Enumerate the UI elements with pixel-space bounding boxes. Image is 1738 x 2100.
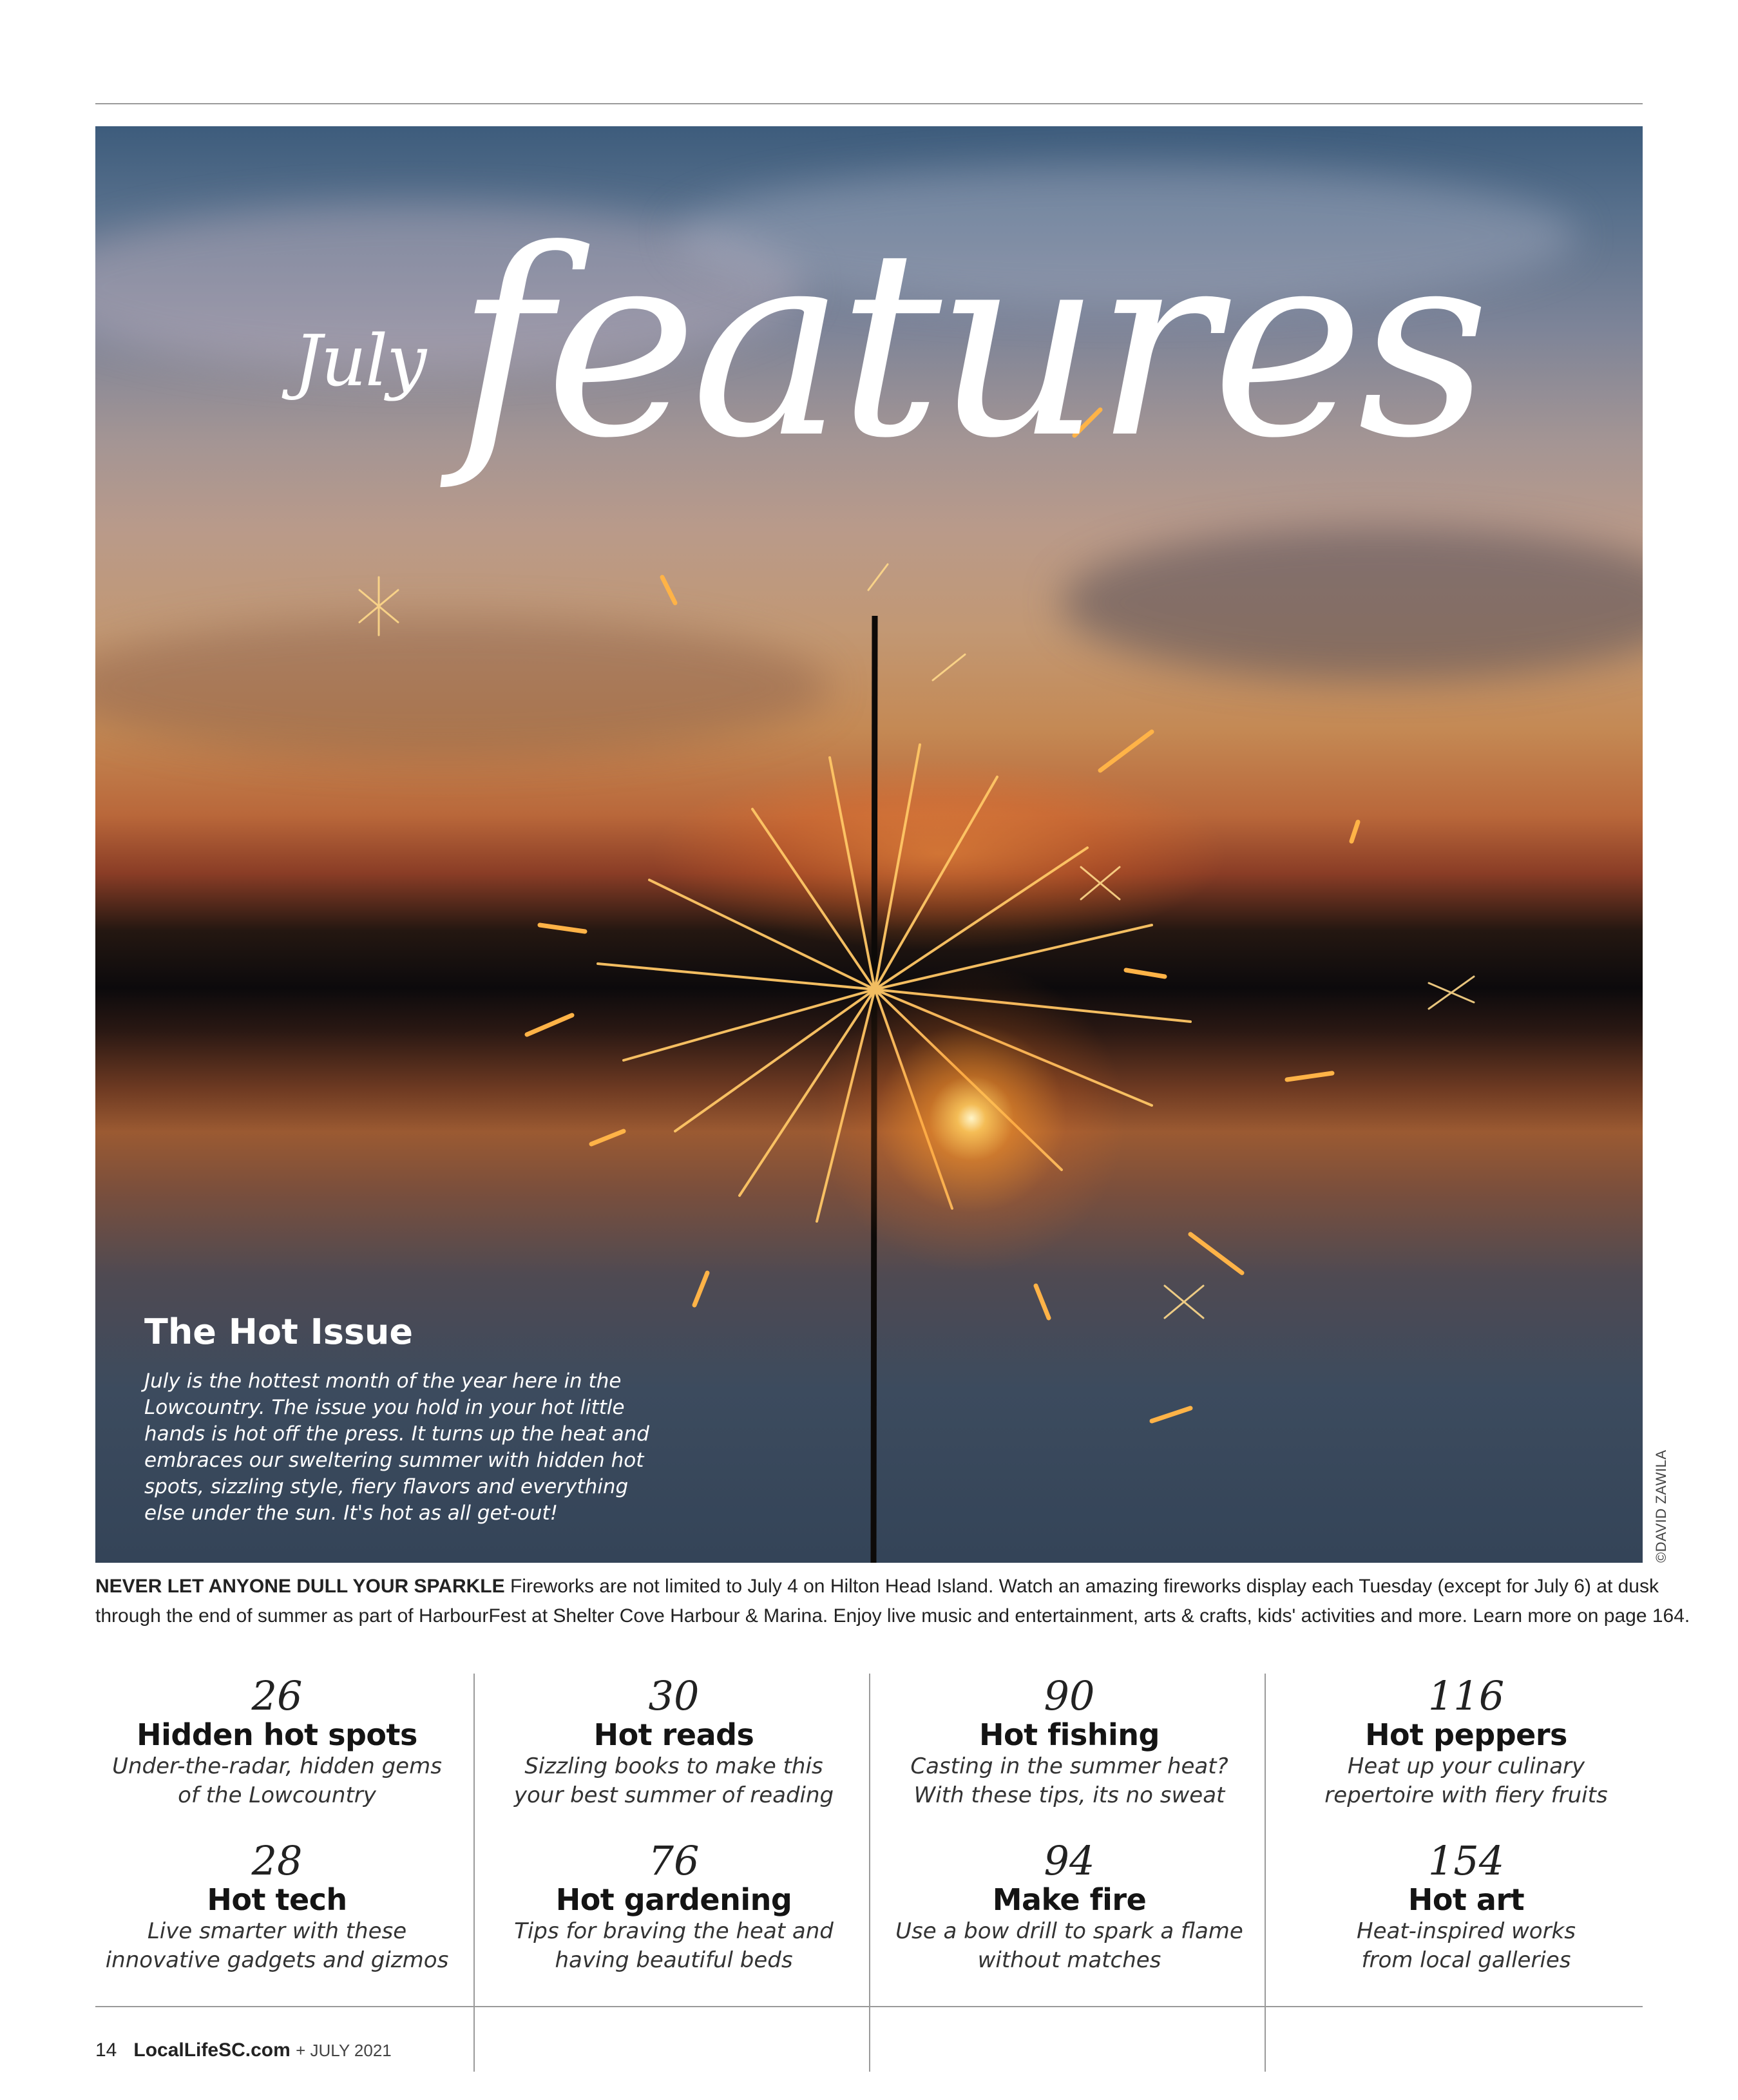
footer-issue: + JULY 2021 <box>296 2041 392 2060</box>
toc-description: from local galleries <box>1361 1947 1571 1973</box>
toc-description: of the Lowcountry <box>178 1782 376 1808</box>
toc-page-number: 30 <box>648 1672 700 1719</box>
toc-item-make-fire[interactable] <box>876 1837 1263 1975</box>
caption-text-1: Fireworks are not limited to July 4 on Hilton Head Island. Watch an amazing fireworks display each Tuesday (except for July 6) at dusk <box>510 1576 1659 1597</box>
caption-lead: NEVER LET ANYONE DULL YOUR SPARKLE <box>95 1576 505 1597</box>
toc-description: Tips for braving the heat and <box>514 1918 834 1944</box>
toc-description: without matches <box>977 1947 1161 1973</box>
hero-text-line: Lowcountry. The issue you hold in your hot little <box>144 1396 625 1419</box>
footer-page-number: 14 <box>95 2039 117 2061</box>
toc-title: Hot gardening <box>555 1882 792 1917</box>
toc-title: Hot fishing <box>979 1717 1160 1752</box>
toc-page-number: 26 <box>251 1672 303 1719</box>
title-month: July <box>294 320 426 402</box>
toc-description: Heat-inspired works <box>1357 1918 1576 1944</box>
toc-description: Heat up your culinary <box>1347 1753 1585 1779</box>
toc-title: Make fire <box>992 1882 1147 1917</box>
column-divider <box>869 1674 870 2072</box>
toc-page-number: 154 <box>1428 1837 1505 1884</box>
column-divider <box>473 1674 475 2072</box>
toc-item-hot-reads[interactable] <box>481 1672 867 1810</box>
hero-heading: The Hot Issue <box>144 1312 414 1352</box>
toc-description: repertoire with fiery fruits <box>1324 1782 1608 1808</box>
hero-text-line: July is the hottest month of the year here in the <box>144 1370 622 1393</box>
column-divider <box>1265 1674 1266 2072</box>
toc-description: Casting in the summer heat? <box>910 1753 1228 1779</box>
toc-item-hot-gardening[interactable] <box>481 1837 867 1975</box>
toc-page-number: 76 <box>648 1837 700 1884</box>
toc-description: Under-the-radar, hidden gems <box>112 1753 442 1779</box>
spark-glow <box>804 951 1139 1286</box>
hero-text-line: embraces our sweltering summer with hidden hot <box>144 1449 644 1472</box>
page-title: features <box>456 195 1484 495</box>
toc-item-hot-peppers[interactable] <box>1273 1672 1659 1810</box>
toc-description: Live smarter with these <box>147 1918 407 1944</box>
toc-title: Hot reads <box>593 1717 754 1752</box>
bottom-rule <box>95 2006 1643 2007</box>
hero-text-line: else under the sun. It's hot as all get-out! <box>144 1502 559 1525</box>
toc-page-number: 116 <box>1428 1672 1505 1719</box>
footer-site-link[interactable]: LocalLifeSC.com <box>133 2039 291 2061</box>
hero-photo <box>95 126 1643 1563</box>
toc-description: With these tips, its no sweat <box>913 1782 1225 1808</box>
toc-title: Hot tech <box>207 1882 347 1917</box>
hero-text <box>144 1368 647 1527</box>
toc-page-number: 94 <box>1044 1837 1095 1884</box>
photo-caption <box>95 1572 1690 1631</box>
toc-title: Hidden hot spots <box>137 1717 417 1752</box>
caption-line-1 <box>95 1572 1659 1601</box>
caption-line-2: through the end of summer as part of HarbourFest at Shelter Cove Harbour & Marina. Enjoy live music and entertainment, arts & crafts, kids' activities and more. Learn more on page 164. <box>95 1605 1690 1627</box>
toc-description: Use a bow drill to spark a flame <box>895 1918 1243 1944</box>
toc-description: having beautiful beds <box>555 1947 793 1973</box>
toc-title: Hot peppers <box>1365 1717 1567 1752</box>
toc-description: Sizzling books to make this <box>524 1753 823 1779</box>
page-footer <box>95 2039 392 2061</box>
toc-item-hot-art[interactable] <box>1273 1837 1659 1975</box>
toc-page-number: 90 <box>1044 1672 1095 1719</box>
hero-text-line: hands is hot off the press. It turns up the heat and <box>144 1422 649 1446</box>
toc-page-number: 28 <box>251 1837 303 1884</box>
toc-title: Hot art <box>1408 1882 1525 1917</box>
toc-item-hot-tech[interactable] <box>84 1837 470 1975</box>
toc-description: your best summer of reading <box>513 1782 834 1808</box>
hero-text-line: spots, sizzling style, fiery flavors and everything <box>144 1475 629 1498</box>
top-rule <box>95 103 1643 104</box>
toc-item-hot-fishing[interactable] <box>876 1672 1263 1810</box>
toc-item-hidden-hot-spots[interactable] <box>84 1672 470 1810</box>
photo-credit: ©DAVID ZAWILA <box>1653 1449 1669 1563</box>
toc-description: innovative gadgets and gizmos <box>105 1947 449 1973</box>
